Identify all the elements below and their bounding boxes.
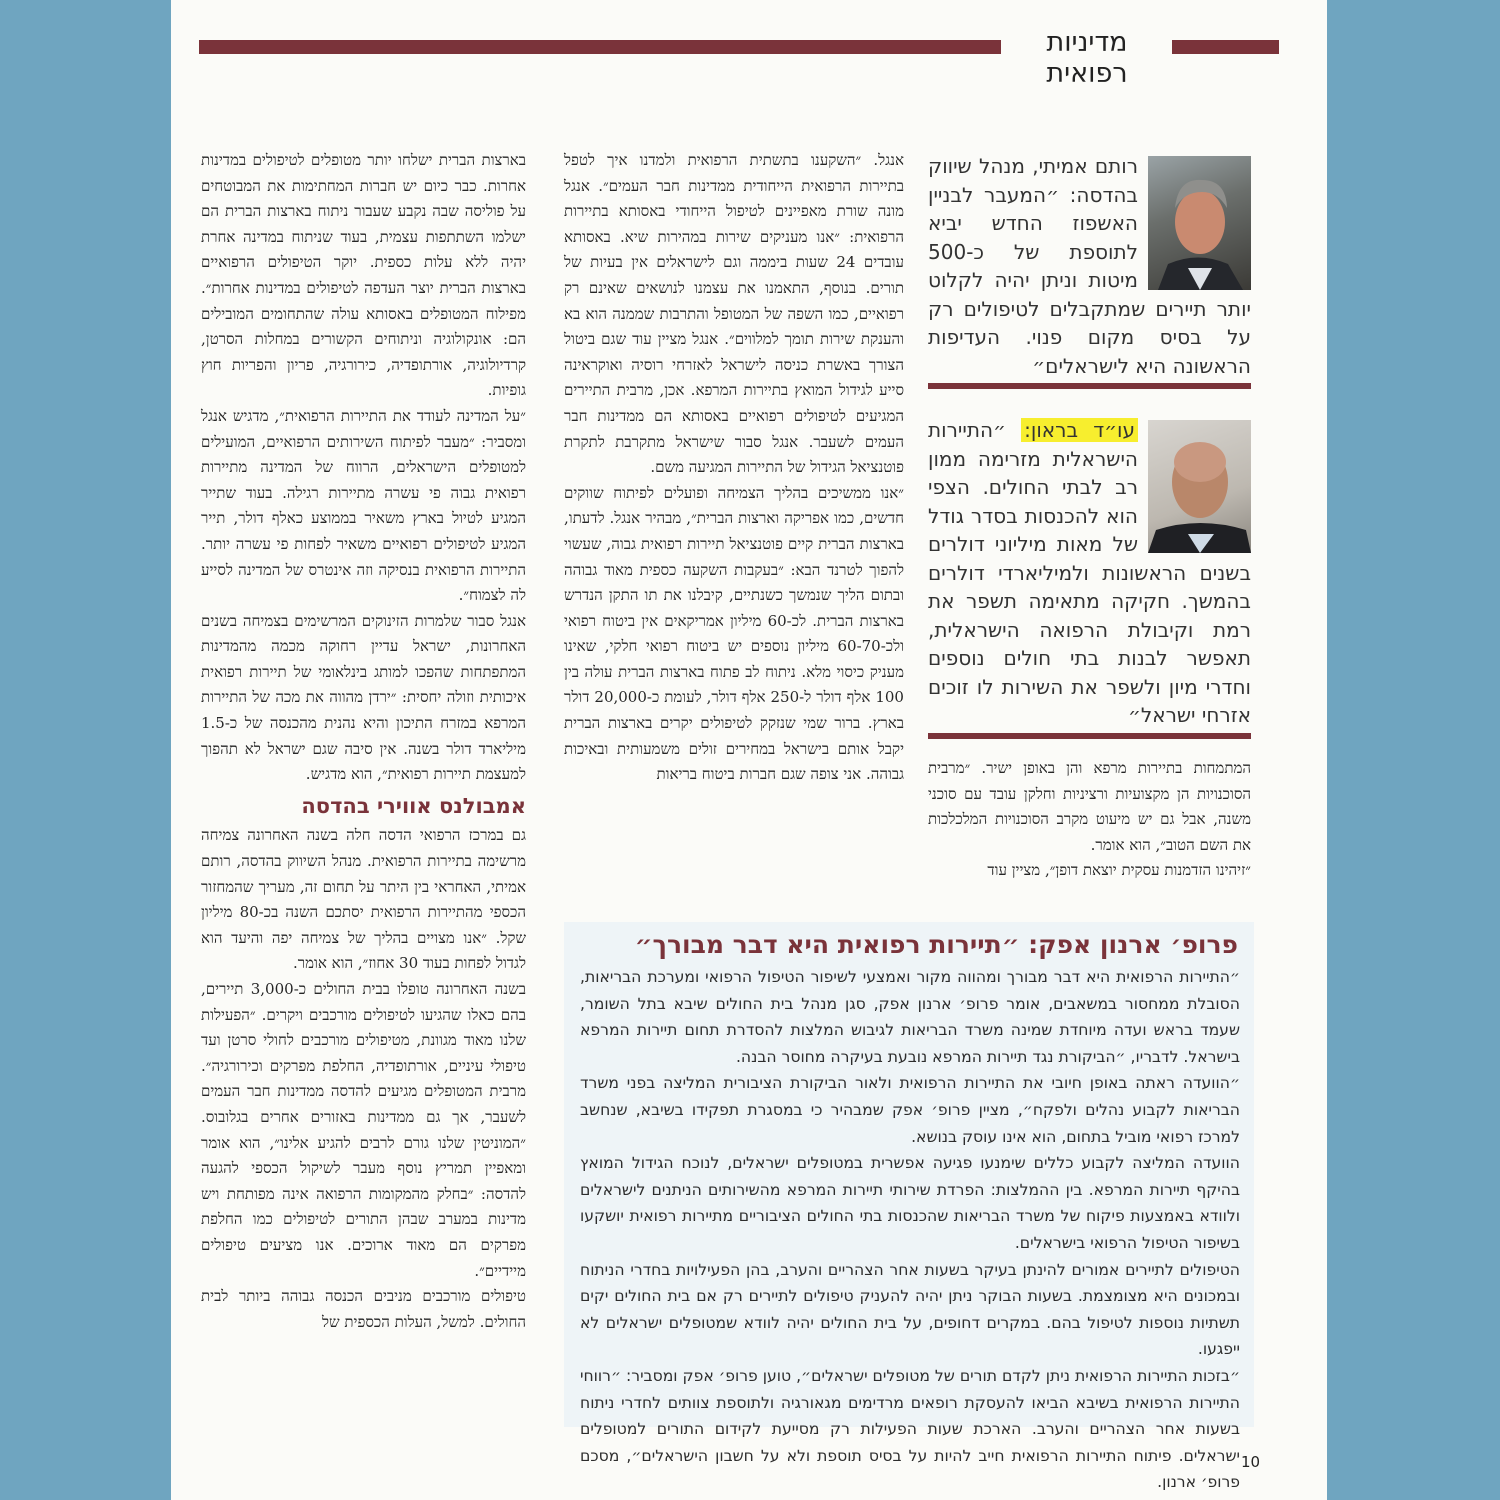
paragraph: ״אנו ממשיכים בהליך הצמיחה ופועלים לפיתוח שווקים חדשים, כמו אפריקה וארצות הברית״, מבהיר אנגל. לדעתו, בארצות הברית קיים פוטנציאל תיירות רפואית גבוה, שעשוי להפוך לטרנד הבא: ״בעקבות השקעה כספית מאוד גבוהה ובתום הליך שנמשך כשנתיים, קיבלנו את תו התקן הנדרש בארצות הברית. לכ-60 מיליון אמריקאים אין ביטוח רפואי ולכ-60-70 מיליון נוספים יש ביטוח רפואי חלקי, שאינו מעניק כיסוי מלא. ניתוח לב פתוח בארצות הברית עולה בין 100 אלף דולר ל-250 אלף דולר, לעומת כ-20,000 דולר בארץ. ברור שמי שנזקק לטיפולים יקרים בארצות הברית יקבל אותם בישראל במחירים זולים משמעותית ובאיכות גבוהה. אני צופה שגם חברות ביטוח בריאות	[564, 483, 904, 784]
magazine-page	[171, 0, 1327, 1500]
paragraph: בארצות הברית ישלחו יותר מטופלים לטיפולים במדינות אחרות. כבר כיום יש חברות המחתימות את המבוטחים על פוליסה שבה נקבע שעבור ניתוח בארצות הברית הם ישלמו השתתפות עצמית, בעוד שניתוח במדינה אחרת יהיה ללא עלות כספית. יוקר הטיפולים הרפואיים בארצות הברית יוצר העדפה לטיפולים במדינות אחרות״. מפילוח המטופלים באסותא עולה שהתחומים המובילים הם: אונקולוגיה וניתוחים הקשורים במחלות הסרטן, קרדיולוגיה, אורתופדיה, כירורגיה, פריון והפריות חוץ גופיות.	[201, 151, 526, 400]
paragraph: בשנה האחרונה טופלו בבית החולים כ-3,000 תיירים, בהם כאלו שהגיעו לטיפולים מורכבים ויקרים. ״הפעילות שלנו מאוד מגוונת, מטיפולים מורכבים לחולי סרטן ועד טיפולי עיניים, אורתופדיה, החלפת מפרקים וכירורגיה״. מרבית המטופלים מגיעים להדסה ממדינות חבר העמים לשעבר, אך גם ממדינות באזורים אחרים בגלובוס. ״המוניטין שלנו גורם לרבים להגיע אלינו״, הוא אומר ומאפיין תמריץ נוסף מעבר לשיקול הכספי להגעה להדסה: ״בחלק מהמקומות הרפואה אינה מפותחת ויש מדינות במערב שבהן התורים לטיפולים כמו החלפת מפרקים הם מאוד ארוכים. אנו מציעים טיפולים מיידיים״.	[201, 980, 526, 1280]
middle-column-text	[564, 148, 904, 788]
portrait-oded-braun	[1148, 420, 1251, 553]
paragraph: המתמחות בתיירות מרפא והן באופן ישיר. ״מרבית הסוכנויות הן מקצועיות ורציניות וחלקן עובד עם סוכני משנה, אבל גם יש מיעוט מקרב הסוכנויות המלכלכות את השם הטוב״, הוא אומר.	[928, 759, 1251, 854]
paragraph: הוועדה המליצה לקבוע כללים שימנעו פגיעה אפשרית במטופלים ישראלים, לנוכח הגידול המואץ בהיקף תיירות המרפא. בין ההמלצות: הפרדת שירותי תיירות המרפא מהשירותים הניתנים לישראלים ולוודא באמצעות פיקוח של משרד הבריאות שהכנסות בתי החולים הציבוריים מתיירות רפואית יושקעו בשיפור הטיפול הרפואי בישראלים.	[580, 1154, 1240, 1252]
page-number: 10	[1241, 1453, 1261, 1471]
header-rule-right	[1172, 40, 1279, 54]
highlighted-name: עו״ד בראון:	[1021, 418, 1138, 442]
section-title: מדיניות רפואית	[1046, 27, 1128, 89]
quote-divider	[928, 733, 1251, 739]
paragraph: ״על המדינה לעודד את התיירות הרפואית״, מדגיש אנגל ומסביר: ״מעבר לפיתוח השירותים הרפואיים, המועילים למטופלים הישראלים, הרווח של המדינה מתיירות רפואית גבוה פי עשרה מתיירות רגילה. בעוד שתייר המגיע לטיול בארץ משאיר בממוצע כאלף דולר, תייר המגיע לטיפולים רפואיים משאיר לפחות פי עשרה יותר. התיירות הרפואית בנסיקה וזה אינטרס של המדינה לסייע לה לצמוח״.	[201, 406, 526, 605]
left-column-text	[201, 148, 526, 1335]
paragraph: אנגל. ״השקענו בתשתית הרפואית ולמדנו איך לטפל בתיירות הרפואית הייחודית ממדינות חבר העמים״. אנגל מונה שורת מאפיינים לטיפול הייחודי באסותא בתיירות הרפואית: ״אנו מעניקים שירות במהירות שיא. באסותא עובדים 24 שעות ביממה וגם לישראלים אין בעיות של תורים. בנוסף, התאמנו את עצמנו לנושאים שאינם רק רפואיים, כמו השפה של המטופל והתרבות שממנה הוא בא והענקת שירות תומך למלווים״. אנגל מציין עוד שגם ביטול הצורך באשרת כניסה לישראל לאזרחי רוסיה ואוקראינה סייע לגידול המואץ בתיירות המרפא. אכן, מרבית התיירים המגיעים לטיפולים רפואיים באסותא הם ממדינות חבר העמים לשעבר. אנגל סבור שישראל מתקרבת לתקרת פוטנציאל הגידול של התיירות המגיעה משם.	[564, 151, 904, 477]
paragraph: ״הוועדה ראתה באופן חיובי את התיירות הרפואית ולאור הביקורת הציבורית המליצה בפני משרד הבריאות לקבוע נהלים ולפקח״, מציין פרופ׳ אפק שמבהיר כי במסגרת תפקידו בשיבא, שנחשב למרכז רפואי מוביל בתחום, הוא אינו עוסק בנושא.	[580, 1074, 1240, 1146]
portrait-drawing	[1148, 420, 1251, 553]
paragraph: טיפולים מורכבים מניבים הכנסה גבוהה ביותר לבית החולים. למשל, העלות הכספית של	[201, 1287, 526, 1331]
portrait-rotem-amiti	[1148, 156, 1251, 290]
header-rule-left	[199, 40, 1001, 54]
paragraph: הטיפולים לתיירים אמורים להינתן בעיקר בשעות אחר הצהריים והערב, בהן הפעילויות בחדרי הניתוח ובמכונים היא מצומצמת. בשעות הבוקר ניתן יהיה להעניק טיפולים לתיירים רק אם בית החולים יקים תשתיות נוספות לטיפול בהם. במקרים דחופים, על בית החולים יהיה לוודא שמטופלים ישראלים לא ייפגעו.	[580, 1260, 1240, 1359]
quote-oded-braun	[928, 416, 1251, 730]
portrait-drawing	[1148, 156, 1251, 290]
paragraph: גם במרכז הרפואי הדסה חלה בשנה האחרונה צמיחה מרשימה בתיירות הרפואית. מנהל השיווק בהדסה, רותם אמיתי, האחראי בין היתר על תחום זה, מעריך שהמחזור הכספי מהתיירות הרפואית יסתכם השנה בכ-80 מיליון שקל. ״אנו מצויים בהליך של צמיחה יפה והיעד הוא לגדול לפחות בעוד 30 אחוז״, הוא אומר.	[201, 826, 526, 973]
quote-body: ״התיירות הישראלית מזרימה ממון רב לבתי החולים. הצפי הוא להכנסות בסדר גודל של מאות מיליוני דולרים בשנים הראשונות ולמיליארדי דולרים בהמשך. חקיקה מתאימה תשפר את רמת וקיבולת הרפואה הישראלית, תאפשר לבנות בתי חולים נוספים וחדרי מיון ולשפר את השירות לו זוכים אזרחי ישראל״	[928, 418, 1251, 727]
sidebar-body	[580, 964, 1240, 1496]
quote-divider	[928, 383, 1251, 389]
paragraph: ״בזכות התיירות הרפואית ניתן לקדם תורים של מטופלים ישראלים״, טוען פרופ׳ אפק ומסביר: ״רווחי התיירות הרפואית בשיבא הביאו להעסקת רופאים מרדימים מגאורגיה ולתוספת צוותים לחדרי ניתוח בשעות אחר הצהריים והערב. הארכת שעות הפעילות רק מסייעת לקידום התורים למטופלים ישראלים. פיתוח התיירות הרפואית חייב להיות על בסיס תוספת ולא על חשבון הישראלים״, מסכם פרופ׳ ארנון.	[580, 1366, 1240, 1492]
paragraph: ״זיהינו הזדמנות עסקית יוצאת דופן״, מציין עוד	[987, 861, 1251, 880]
sidebar-title: פרופ׳ ארנון אפק: ״תיירות רפואית היא דבר מבורך״	[634, 930, 1238, 959]
quote-rotem-amiti	[928, 152, 1251, 380]
quote-text: רותם אמיתי, מנהל שיווק בהדסה: ״המעבר לבניין האשפוז החדש יביא לתוספת של כ-500 מיטות וניתן יהיה לקלוט יותר תיירים שמתקבלים לטיפולים רק על בסיס מקום פנוי. העדיפות הראשונה היא לישראלים״	[928, 154, 1251, 378]
subheading: אמבולנס אווירי בהדסה	[301, 793, 526, 818]
paragraph: אנגל סבור שלמרות הזינוקים המרשימים בצמיחה בשנים האחרונות, ישראל עדיין רחוקה מכמה מהמדינות המתפתחות שהפכו למותג בינלאומי של תיירות רפואית איכותית וזולה יחסית: ״ירדן מהווה את מכה של התיירות המרפא במזרח התיכון והיא נהנית מהכנסה של כ-1.5 מיליארד דולר בשנה. אין סיבה שגם ישראל לא תהפוך למעצמת תיירות רפואית״, הוא מדגיש.	[201, 611, 526, 784]
right-column-text	[928, 756, 1251, 884]
paragraph: ״התיירות הרפואית היא דבר מבורך ומהווה מקור ואמצעי לשיפור הטיפול הרפואי ומערכת הבריאות, הסובלת ממחסור במשאבים, אומר פרופ׳ ארנון אפק, סגן מנהל בית החולים שיבא בתל השומר, שעמד בראש ועדה מיוחדת שמינה משרד הבריאות לגיבוש המלצות להסדרת תחום תיירות המרפא בישראל. לדבריו, ״הביקורת נגד תיירות המרפא נובעת בעיקרה מחוסר הבנה.	[580, 968, 1240, 1066]
